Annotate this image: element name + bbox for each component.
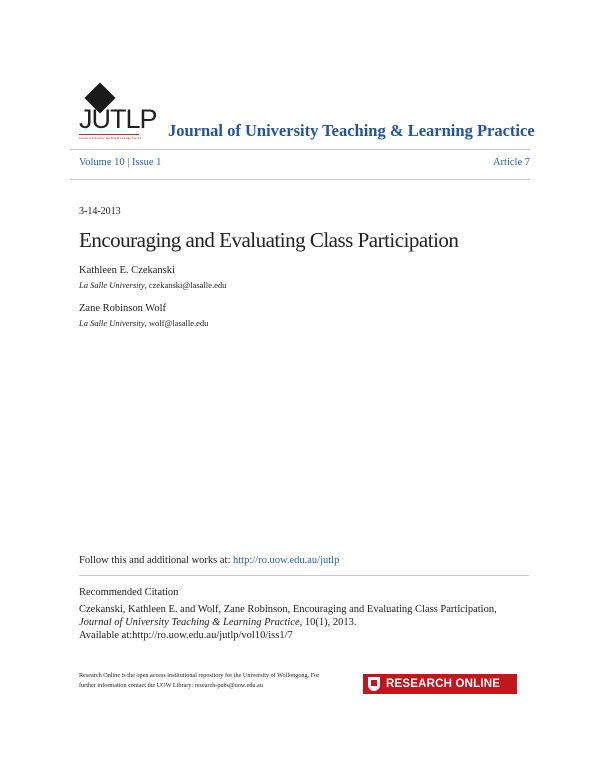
author-affiliation: La Salle University, czekanski@lasalle.edu (79, 280, 227, 290)
follow-line: Follow this and additional works at: http://ro.uow.edu.au/jutlp (79, 555, 340, 566)
jutlp-logo (79, 84, 157, 142)
publication-date: 3-14-2013 (79, 206, 121, 217)
logo-tagline: Journal of University Teaching & Learning Practice (79, 136, 142, 140)
citation-text: Czekanski, Kathleen E. and Wolf, Zane Robinson, Encouraging and Evaluating Class Participation, Journal of University Teaching & Learning Practice, 10(1), 2013. Available at:http://ro.uow.edu.au/jutlp/vol10/iss1/7 (79, 604, 497, 641)
author-name: Kathleen E. Czekanski (79, 265, 175, 276)
research-online-label: RESEARCH ONLINE (386, 678, 501, 690)
divider (70, 149, 530, 150)
divider (79, 575, 529, 576)
journal-title[interactable]: Journal of University Teaching & Learning Practice (168, 121, 535, 140)
citation-heading: Recommended Citation (79, 587, 179, 598)
repository-note: Research Online is the open access institutional repository for the University of Wollongong. For further information contact the UOW Library: research-pubs@uow.edu.au (79, 672, 320, 689)
author-affiliation: La Salle University, wolf@lasalle.edu (79, 318, 209, 328)
available-at[interactable]: Available at:http://ro.uow.edu.au/jutlp/vol10/iss1/7 (79, 630, 293, 641)
article-number-link[interactable]: Article 7 (492, 157, 530, 168)
logo-wordmark: JUTLP (79, 104, 157, 134)
volume-issue-link[interactable]: Volume 10 | Issue 1 (79, 157, 162, 168)
research-online-logo[interactable] (363, 674, 517, 694)
shield-icon (368, 677, 380, 691)
author-name: Zane Robinson Wolf (79, 303, 167, 314)
divider (70, 179, 530, 180)
paper-title: Encouraging and Evaluating Class Participation (79, 228, 459, 252)
jutlp-link[interactable]: http://ro.uow.edu.au/jutlp (233, 555, 340, 566)
